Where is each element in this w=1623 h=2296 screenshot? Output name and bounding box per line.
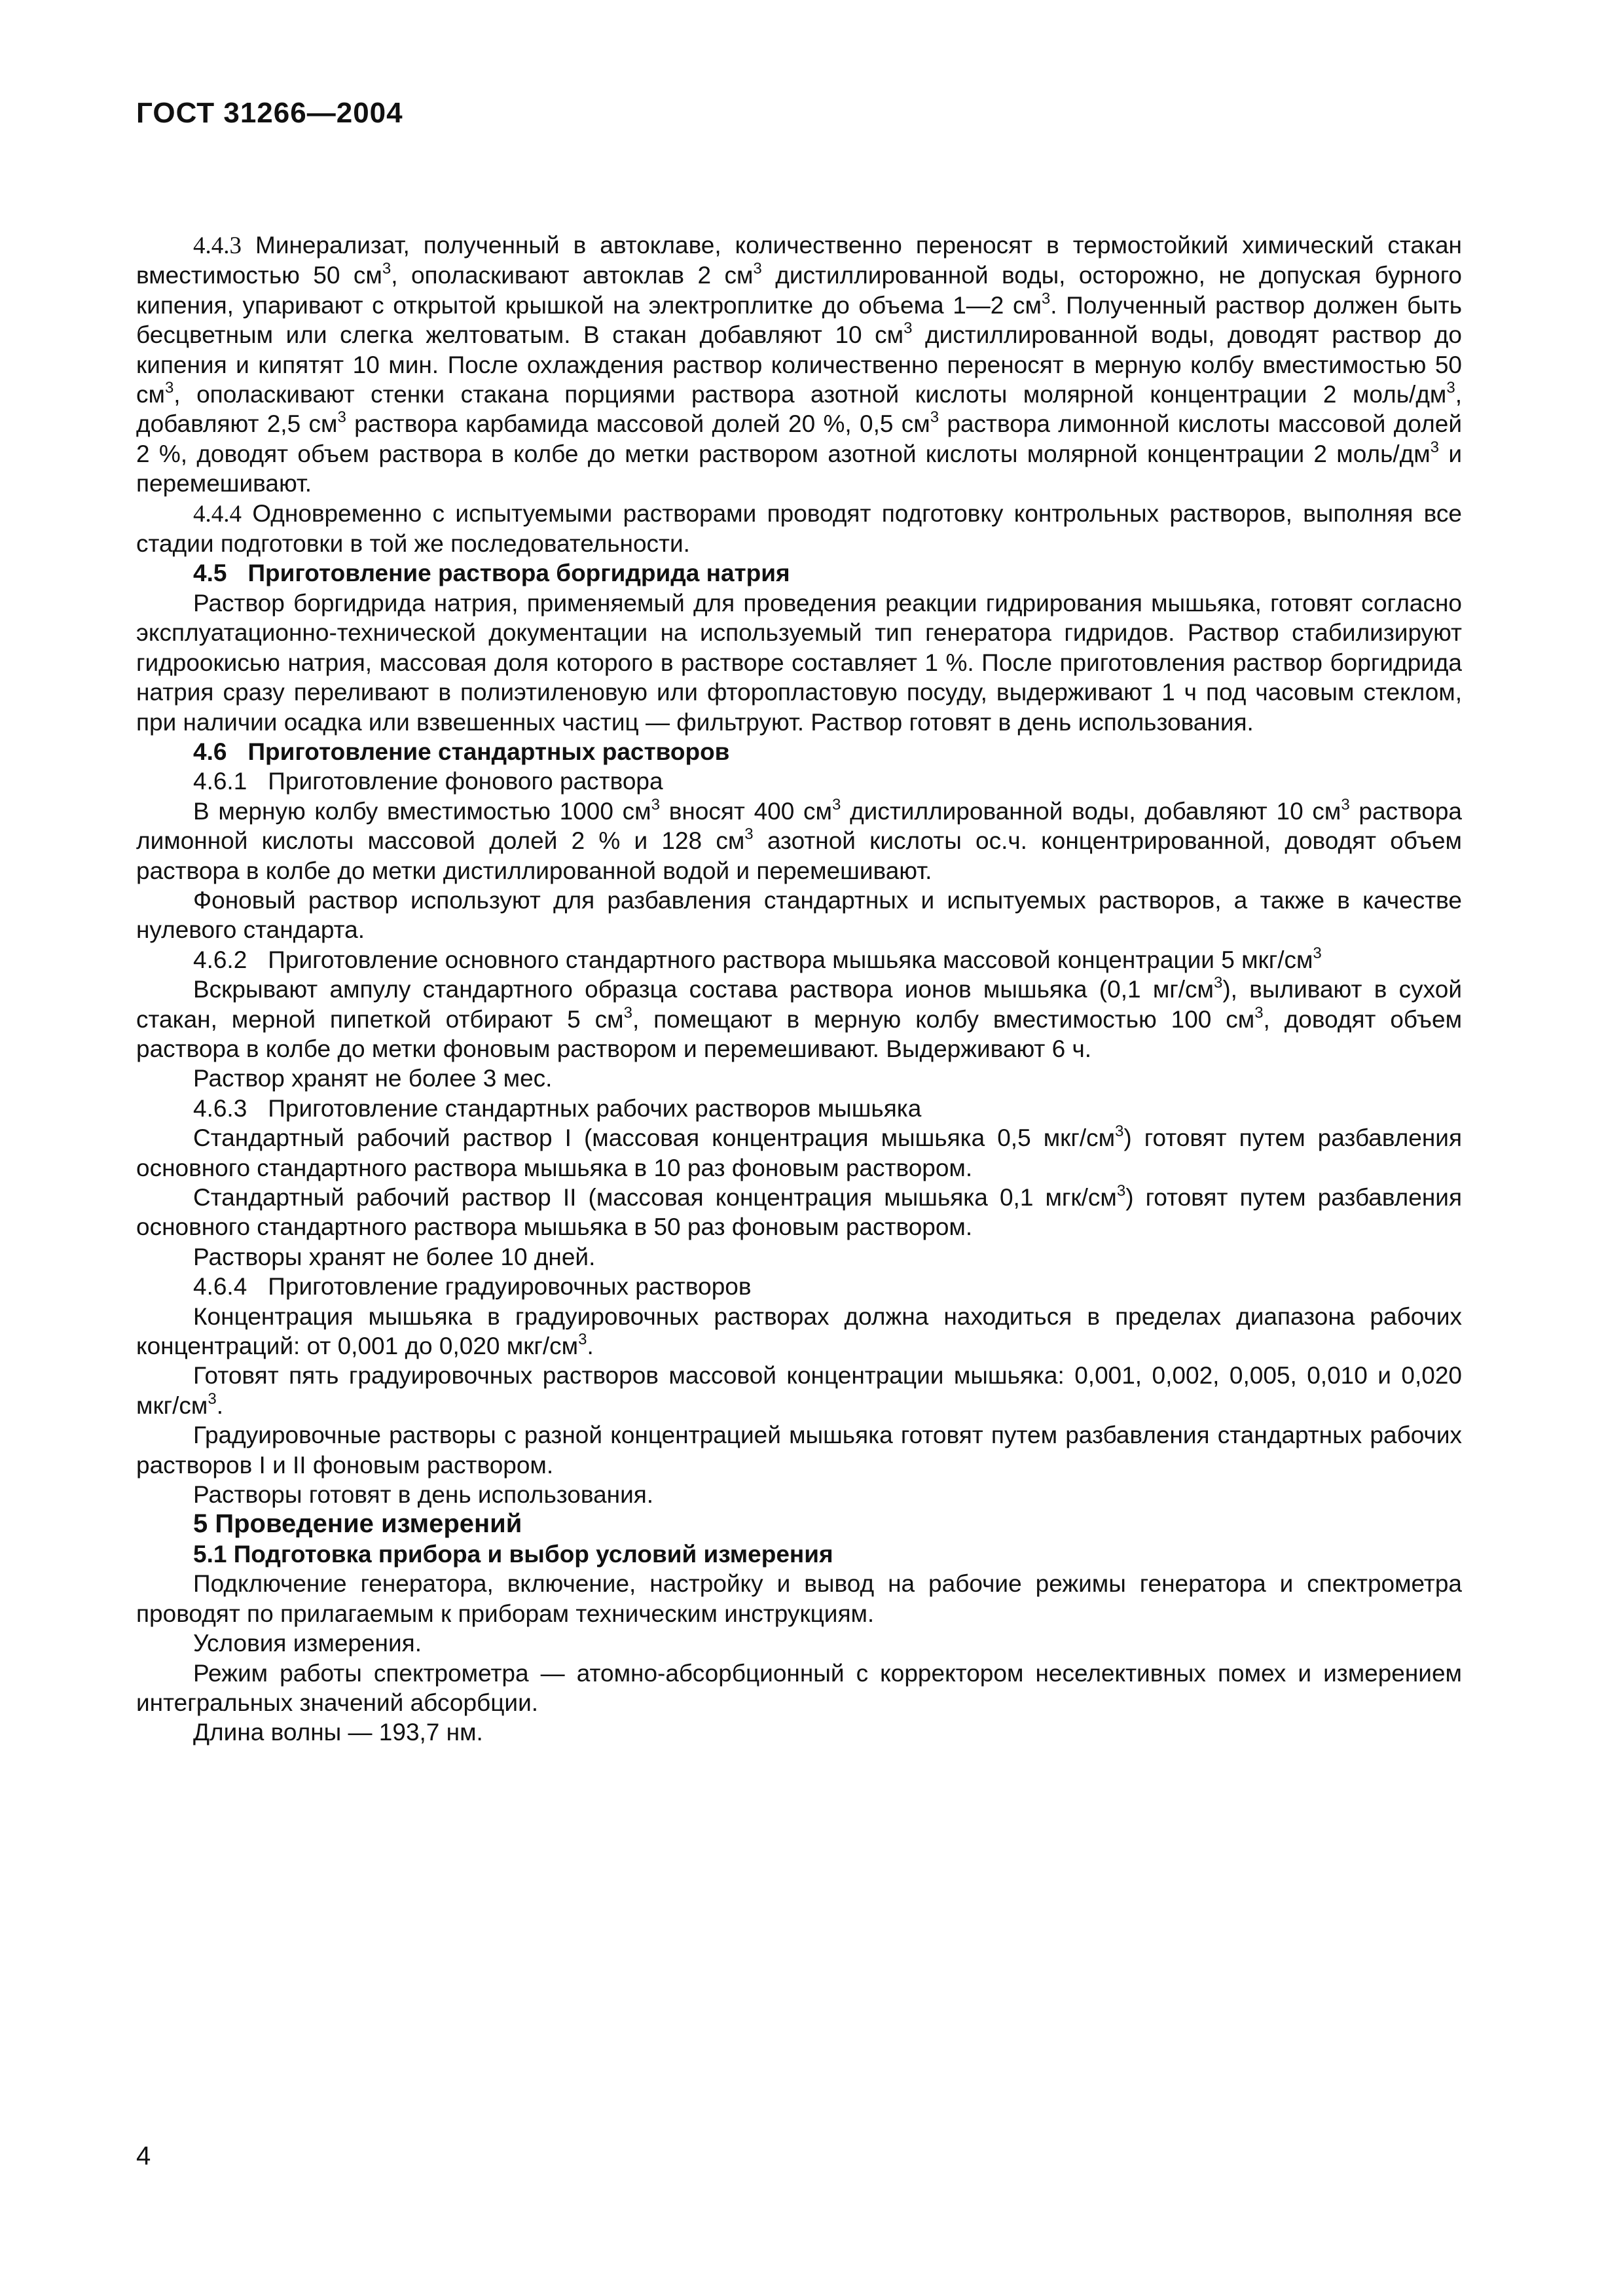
- superscript: 3: [744, 825, 754, 844]
- superscript: 3: [1446, 379, 1455, 397]
- superscript: 3: [578, 1331, 587, 1349]
- superscript: 3: [832, 795, 841, 814]
- paragraph-5-1-c: Режим работы спектрометра — атомно-абсорбционный с корректором неселективных помех и измерением интегральных значений абсорбции.: [136, 1659, 1462, 1716]
- paragraph-4-6-3-c: Растворы хранят не более 10 дней.: [193, 1243, 596, 1270]
- superscript: 3: [1341, 795, 1350, 814]
- superscript: 3: [1116, 1182, 1126, 1200]
- paragraph-4-4-4: 4.4.4 Одновременно с испытуемыми растворами проводят подготовку контрольных растворов, выполняя все стадии подготовки в той же последовательности.: [136, 499, 1462, 558]
- paragraph-5-1-d: Длина волны — 193,7 нм.: [193, 1719, 483, 1746]
- paragraph-4-6-3-b: Стандартный рабочий раствор II (массовая концентрация мышьяка 0,1 мгк/$см^3$) готовят путем разбавления основного стандартного раствора мышьяка в 50 раз фоновым раствором.: [136, 1182, 1462, 1241]
- superscript: 3: [651, 795, 660, 814]
- heading-4-6-2: 4.6.2 Приготовление основного стандартного раствора мышьяка массовой концентрации 5 мкг/$см^3$: [193, 944, 1322, 973]
- paragraph-4-6-1-b: Фоновый раствор используют для разбавления стандартных и испытуемых растворов, а также в качестве нулевого стандарта.: [136, 886, 1462, 944]
- paragraph-4-6-2-b: Раствор хранят не более 3 мес.: [193, 1065, 553, 1092]
- superscript: 3: [1313, 944, 1322, 962]
- superscript: 3: [930, 408, 939, 427]
- paragraph-4-6-3-a: Стандартный рабочий раствор I (массовая концентрация мышьяка 0,5 мкг/$см^3$) готовят путем разбавления основного стандартного раствора мышьяка в 10 раз фоновым раствором.: [136, 1122, 1462, 1181]
- superscript: 3: [1430, 438, 1440, 456]
- paragraph-4-6-1-a: В мерную колбу вместимостью 1000 $см^3$ вносят 400 $см^3$ дистиллированной воды, добавляют 10 $см^3$ раствора лимонной кислоты массовой долей 2 % и 128 $см^3$ азотной кислоты ос.ч. концентрированной, доводят объем раствора в колбе до метки дистиллированной водой и перемешивают.: [136, 795, 1463, 884]
- heading-4-6-4: 4.6.4 Приготовление градуировочных растворов: [193, 1273, 752, 1300]
- superscript: 3: [208, 1390, 217, 1408]
- paragraph-4-6-4-c: Градуировочные растворы с разной концентрацией мышьяка готовят путем разбавления стандартных рабочих растворов I и II фоновым раствором.: [136, 1422, 1462, 1479]
- paragraph-4-6-4-d: Растворы готовят в день использования.: [193, 1481, 654, 1509]
- heading-5-1: 5.1 Подготовка прибора и выбор условий измерения: [193, 1540, 833, 1568]
- superscript: 3: [337, 408, 346, 427]
- heading-4-6: 4.6 Приготовление стандартных растворов: [193, 738, 730, 765]
- page-number: 4: [136, 2142, 151, 2170]
- paragraph-4-6-4-a: Концентрация мышьяка в градуировочных растворах должна находиться в пределах диапазона рабочих концентраций: от 0,001 до 0,020 мкг/$см^3$.: [136, 1302, 1462, 1360]
- superscript: 3: [1115, 1122, 1124, 1141]
- superscript: 3: [164, 379, 174, 397]
- heading-4-5: 4.5 Приготовление раствора боргидрида натрия: [193, 560, 790, 587]
- superscript: 3: [903, 319, 913, 338]
- superscript: 3: [753, 260, 762, 278]
- superscript: 3: [382, 260, 392, 278]
- document-code-header: ГОСТ 31266—2004: [136, 97, 403, 129]
- superscript: 3: [1254, 1003, 1264, 1022]
- paragraph-4-6-2-a: Вскрывают ампулу стандартного образца состава раствора ионов мышьяка (0,1 $мг/см^3$), выливают в сухой стакан, мерной пипеткой отбирают 5 $см^3$, помещают в мерную колбу вместимостью 100 $см^3$, доводят объем раствора в колбе до метки фоновым раствором и перемешивают. Выдерживают 6 ч.: [136, 974, 1463, 1062]
- clause-number: 4.4.3: [193, 232, 242, 259]
- paragraph-4-4-3: 4.4.3 Минерализат, полученный в автоклаве, количественно переносят в термостойкий химический стакан вместимостью 50 $см^3$, ополаскивают автоклав 2 $см^3$ дистиллированной воды, осторожно, не допуская бурного кипения, упаривают с открытой крышкой на электроплитке до объема 1—2 $см^3$. Полученный раствор должен быть бесцветным или слегка желтоватым. В стакан добавляют 10 $см^3$ дистиллированной воды, доводят раствор до кипения и кипятят 10 мин. После охлаждения раствор количественно переносят в мерную колбу вместимостью 50 $см^3$, ополаскивают стенки стакана порциями раствора азотной кислоты молярной концентрации 2 моль/$дм^3$, добавляют 2,5 $см^3$ раствора карбамида массовой долей 20 %, 0,5 $см^3$ раствора лимонной кислоты массовой долей 2 %, доводят объем раствора в колбе до метки раствором азотной кислоты молярной концентрации 2 моль/$дм^3$ и перемешивают.: [136, 232, 1462, 497]
- paragraph-5-1-a: Подключение генератора, включение, настройку и вывод на рабочие режимы генератора и спектрометра проводят по прилагаемым к приборам техническим инструкциям.: [136, 1570, 1462, 1627]
- superscript: 3: [1213, 974, 1223, 992]
- paragraph-5-1-b: Условия измерения.: [193, 1630, 422, 1657]
- superscript: 3: [1041, 289, 1051, 308]
- document-body: [136, 230, 1462, 1748]
- heading-4-6-1: 4.6.1 Приготовление фонового раствора: [193, 768, 663, 795]
- clause-number: 4.4.4: [193, 500, 242, 528]
- superscript: 3: [623, 1003, 632, 1022]
- heading-4-6-3: 4.6.3 Приготовление стандартных рабочих растворов мышьяка: [193, 1094, 922, 1122]
- heading-section-5: 5 Проведение измерений: [193, 1509, 522, 1539]
- paragraph-4-5-body: Раствор боргидрида натрия, применяемый для проведения реакции гидрирования мышьяка, готовят согласно эксплуатационно-технической документации на используемый тип генератора гидридов. Раствор стабилизируют гидроокисью натрия, массовая доля которого в растворе составляет 1 %. После приготовления раствор боргидрида натрия сразу переливают в полиэтиленовую или фторопластовую посуду, выдерживают 1 ч под часовым стеклом, при наличии осадка или взвешенных частиц — фильтруют. Раствор готовят в день использования.: [136, 589, 1462, 736]
- paragraph-4-6-4-b: Готовят пять градуировочных растворов массовой концентрации мышьяка: 0,001, 0,002, 0,005, 0,010 и 0,020 мкг/$см^3$.: [136, 1362, 1462, 1419]
